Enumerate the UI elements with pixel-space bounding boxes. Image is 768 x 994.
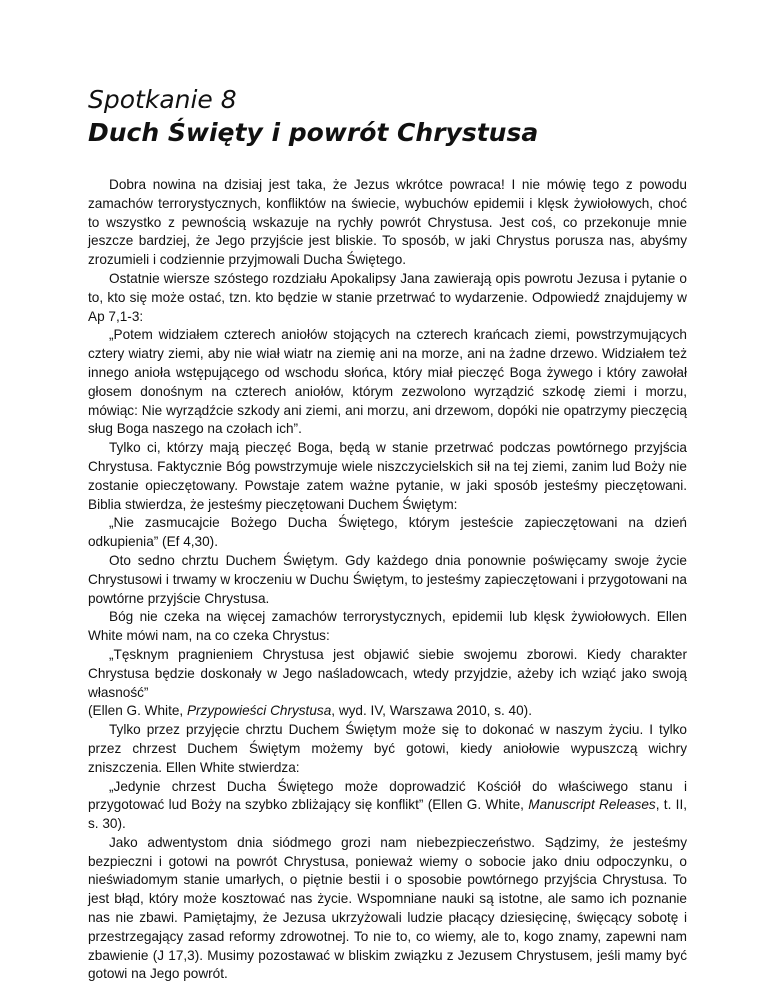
- page-title: Duch Święty i powrót Chrystusa: [88, 118, 539, 147]
- quote-ellen-white-2: [88, 778, 687, 834]
- quote-2-text: „Jedynie chrzest Ducha Świętego może doprowadzić Kościół do właściwego stanu i przygotować lud Boży na szybko zbliżający się konflikt” (Ellen G. White,: [88, 778, 687, 813]
- meeting-label: Spotkanie 8: [88, 85, 237, 114]
- body-text: [88, 176, 687, 984]
- citation-1: [88, 702, 687, 721]
- paragraph-apocalypse: Ostatnie wiersze szóstego rozdziału Apokalipsy Jana zawierają opis powrotu Jezusa i pytanie o to, kto się może ostać, tzn. kto będzie w stanie przetrwać to wydarzenie. Odpowiedź znajdujemy w Ap 7,1-3:: [88, 270, 687, 324]
- citation-1-title: Przypowieści Chrystusa: [186, 703, 332, 719]
- paragraph-intro: Dobra nowina na dzisiaj jest taka, że Jezus wkrótce powraca! I nie mówię tego z powodu zamachów terrorystycznych, konfliktów na świecie, wybuchów epidemii i klęsk żywiołowych, choć to wszystko z pewnością wskazuje na rychły powrót Chrystusa. Jest coś, co przekonuje mnie jeszcze bardziej, że Jego przyjście jest bliskie. To sposób, w jaki Chrystus porusza nas, abyśmy zrozumieli i codziennie przyjmowali Ducha Świętego.: [88, 177, 687, 268]
- quote-ephesians: „Nie zasmucajcie Bożego Ducha Świętego, którym jesteście zapieczętowani na dzień odkupienia” (Ef 4,30).: [88, 515, 687, 550]
- paragraph-god-waits: Bóg nie czeka na więcej zamachów terrorystycznych, epidemii lub klęsk żywiołowych. Ellen White mówi nam, na co czeka Chrystus:: [88, 609, 687, 644]
- quote-ellen-white-1: „Tęsknym pragnieniem Chrystusa jest objawić siebie swojemu zborowi. Kiedy charakter Chrystusa będzie doskonały w Jego naśladowcach, wtedy przyjdzie, ażeby ich wziąć jako swoją własność”: [88, 646, 687, 700]
- quote-2-after: , t. II, s. 30).: [88, 797, 687, 832]
- paragraph-only-through: Tylko przez przyjęcie chrztu Duchem Świętym może się to dokonać w naszym życiu. I tylko przez chrzest Duchem Świętym możemy być gotowi, kiedy aniołowie wypuszczą wichry zniszczenia. Ellen White stwierdza:: [88, 722, 687, 775]
- citation-1-after: , wyd. IV, Warszawa 2010, s. 40).: [331, 703, 532, 719]
- paragraph-seal: Tylko ci, którzy mają pieczęć Boga, będą w stanie przetrwać podczas powtórnego przyjścia Chrystusa. Faktycznie Bóg powstrzymuje wiele niszczycielskich sił na tej ziemi, zanim lud Boży nie zostanie opieczętowany. Powstaje zatem ważne pytanie, w jaki sposób jesteśmy pieczętowani. Biblia stwierdza, że jesteśmy pieczętowani Duchem Świętym:: [88, 440, 687, 512]
- citation-1-before: (Ellen G. White,: [88, 703, 187, 719]
- quote-revelation: „Potem widziałem czterech aniołów stojących na czterech krańcach ziemi, powstrzymujących cztery wiatry ziemi, aby nie wiał wiatr na ziemię ani na morze, ani na żadne drzewo. Widziałem też innego anioła wstępującego od wschodu słońca, który miał pieczęć Boga żywego i który zawołał głosem donośnym na czterech aniołów, którym zezwolono wyrządzić szkodę ziemi i morzu, mówiąc: Nie wyrządźcie szkody ani ziemi, ani morzu, ani drzewom, dopóki nie opatrzymy pieczęcią sług Boga naszego na czołach ich”.: [88, 327, 687, 437]
- quote-2-title: Manuscript Releases: [528, 797, 656, 813]
- document-page: [88, 84, 687, 984]
- paragraph-baptism: Oto sedno chrztu Duchem Świętym. Gdy każdego dnia ponownie poświęcamy swoje życie Chrystusowi i trwamy w kroczeniu w Duchu Świętym, to jesteśmy zapieczętowani i przygotowani na powtórne przyjście Chrystusa.: [88, 552, 687, 606]
- paragraph-danger: Jako adwentystom dnia siódmego grozi nam niebezpieczeństwo. Sądzimy, że jesteśmy bezpieczni i gotowi na powrót Chrystusa, ponieważ wiemy o sobocie jako dniu odpoczynku, o nieświadomym stanie umarłych, o piętnie bestii i o sposobie powtórnego przyjścia Chrystusa. To jest błąd, który może kosztować nas życie. Wspomniane nauki są istotne, ale samo ich poznanie nas nie zbawi. Pamiętajmy, że Jezusa ukrzyżowali ludzie płacący dziesięcinę, święcący sobotę i przestrzegający zasad reformy zdrowotnej. To nie to, co wiemy, ale to, kogo znamy, zapewni nam zbawienie (J 17,3). Musimy pozostawać w bliskim związku z Jezusem Chrystusem, jeśli mamy być gotowi na Jego powrót.: [88, 834, 687, 982]
